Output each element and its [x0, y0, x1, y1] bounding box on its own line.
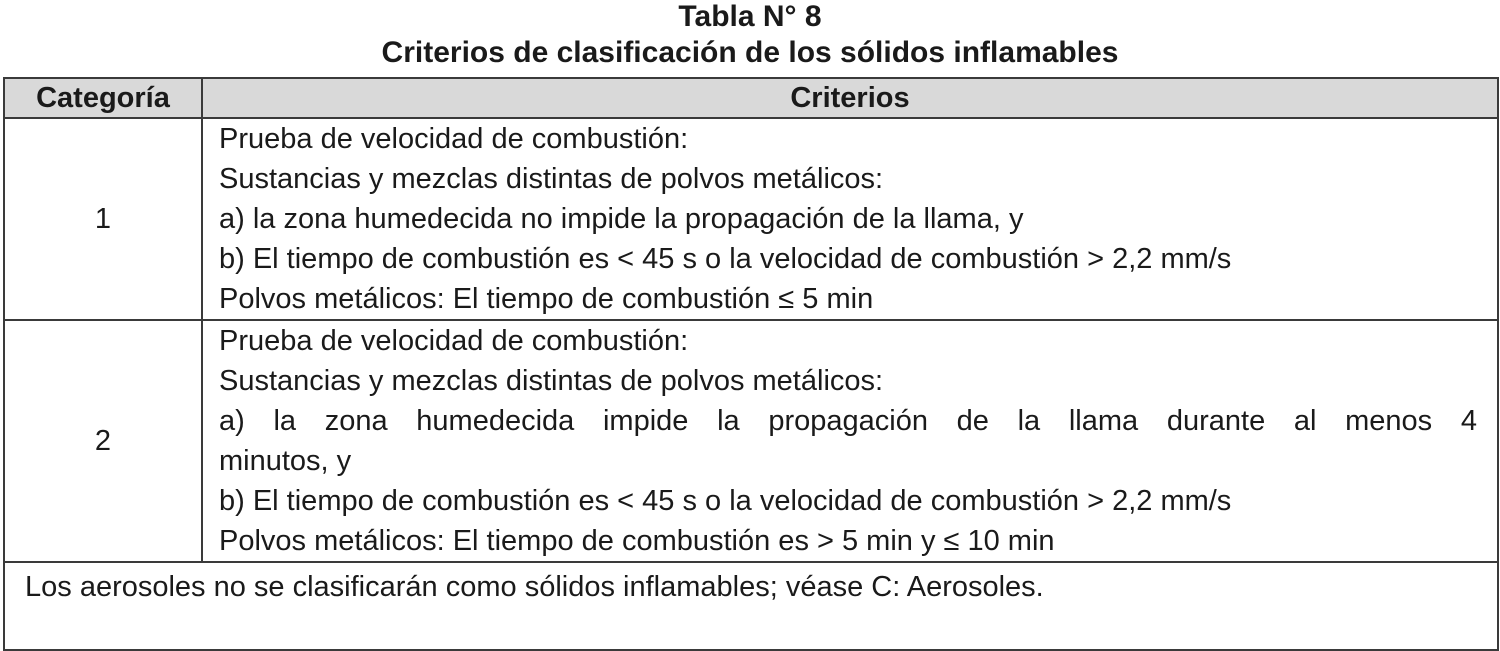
table-row-category-1	[4, 118, 1498, 320]
criteria-line: Polvos metálicos: El tiempo de combustión ≤ 5 min	[219, 283, 874, 315]
criteria-line: minutos, y	[219, 445, 352, 477]
aerosol-note: Los aerosoles no se clasificarán como sólidos inflamables; véase C: Aerosoles.	[4, 562, 1498, 650]
criteria-line: a) la zona humedecida no impide la propagación de la llama, y	[219, 203, 1024, 235]
category-cell: 2	[4, 320, 202, 562]
classification-table	[3, 77, 1499, 651]
note-row	[4, 562, 1498, 650]
table-number-title: Tabla N° 8	[678, 0, 822, 33]
table-subtitle: Criterios de clasificación de los sólidos inflamables	[381, 36, 1119, 69]
criteria-line: b) El tiempo de combustión es < 45 s o la velocidad de combustión > 2,2 mm/s	[219, 485, 1232, 517]
criteria-line: Prueba de velocidad de combustión:	[219, 123, 689, 155]
criteria-cell	[202, 118, 1498, 320]
criteria-line: Sustancias y mezclas distintas de polvos metálicos:	[219, 163, 884, 195]
header-category: Categoría	[4, 78, 202, 118]
criteria-line: Prueba de velocidad de combustión:	[219, 325, 689, 357]
criteria-cell	[202, 320, 1498, 562]
criteria-line: b) El tiempo de combustión es < 45 s o la velocidad de combustión > 2,2 mm/s	[219, 243, 1232, 275]
criteria-line: Sustancias y mezclas distintas de polvos metálicos:	[219, 365, 884, 397]
category-cell: 1	[4, 118, 202, 320]
criteria-line: Polvos metálicos: El tiempo de combustión es > 5 min y ≤ 10 min	[219, 525, 1055, 557]
table-row-category-2	[4, 320, 1498, 562]
header-criteria: Criterios	[202, 78, 1498, 118]
header-row	[4, 78, 1498, 118]
criteria-line: a) la zona humedecida impide la propagación de la llama durante al menos 4	[219, 405, 1477, 437]
